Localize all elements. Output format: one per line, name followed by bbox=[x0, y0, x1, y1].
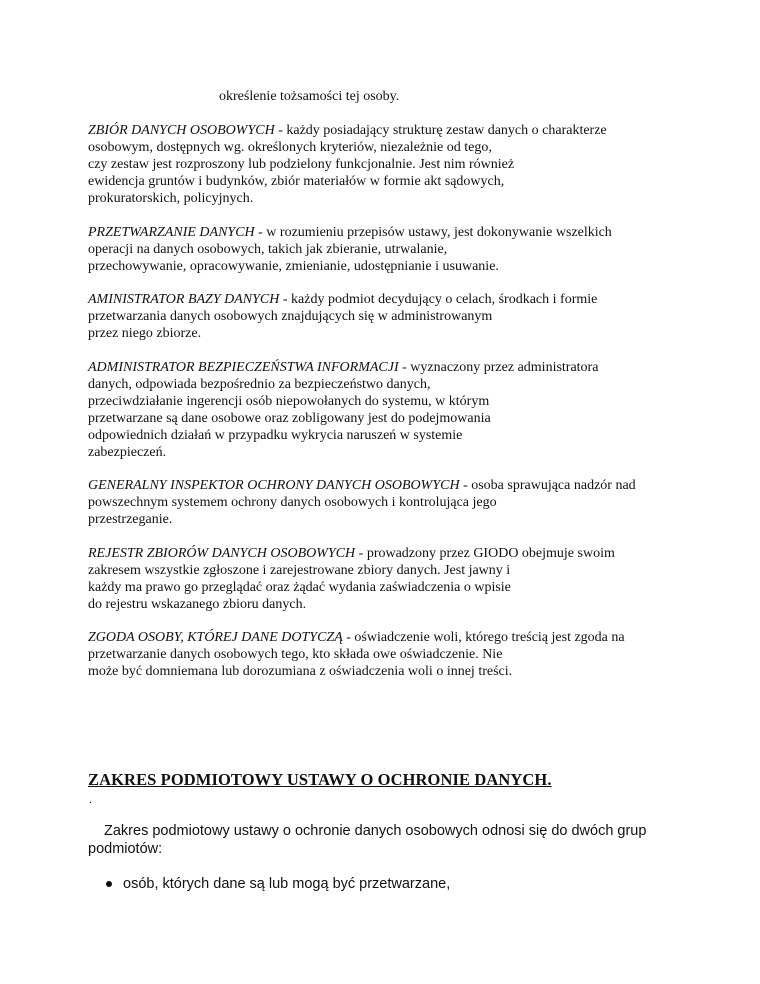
definition-text-line: - oświadczenie woli, którego treścią jest zgoda na bbox=[342, 630, 625, 645]
definitions-list bbox=[88, 122, 678, 697]
intro-line: Zakres podmiotowy ustawy o ochronie danych osobowych odnosi się do dwóch grup bbox=[104, 823, 647, 839]
list-item-text: osób, których dane są lub mogą być przetwarzane, bbox=[123, 876, 451, 892]
definition-text-line: przetwarzane są dane osobowe oraz zobligowany jest do podejmowania bbox=[88, 410, 491, 426]
definition-term: PRZETWARZANIE DANYCH bbox=[88, 224, 255, 240]
definition-zbior-danych bbox=[88, 122, 678, 207]
definition-text-line: zabezpieczeń. bbox=[88, 444, 167, 460]
definition-text-line: - prowadzony przez GIODO obejmuje swoim bbox=[355, 545, 615, 561]
definition-term: GENERALNY INSPEKTOR OCHRONY DANYCH OSOBOWYCH bbox=[88, 478, 460, 493]
section-heading: ZAKRES PODMIOTOWY USTAWY O OCHRONIE DANYCH. bbox=[88, 770, 552, 789]
definition-text-line: - osoba sprawująca nadzór nad bbox=[459, 478, 636, 493]
definition-text-line: prokuratorskich, policyjnych. bbox=[88, 191, 254, 206]
definition-zgoda bbox=[88, 629, 678, 680]
definition-text-line: do rejestru wskazanego zbioru danych. bbox=[88, 596, 307, 612]
definition-term: AMINISTRATOR BAZY DANYCH bbox=[88, 292, 280, 307]
definition-przetwarzanie bbox=[88, 224, 678, 275]
definition-text-line: odpowiednich działań w przypadku wykrycia naruszeń w systemie bbox=[88, 427, 463, 443]
definition-text-line: przechowywanie, opracowywanie, zmienianie, udostępnianie i usuwanie. bbox=[88, 258, 499, 274]
definition-text-line: może być domniemana lub dorozumiana z oświadczenia woli o innej treści. bbox=[88, 664, 513, 679]
definition-text-line: - wyznaczony przez administratora bbox=[398, 359, 599, 375]
definition-text-line: danych, odpowiada bezpośrednio za bezpieczeństwo danych, bbox=[88, 376, 431, 392]
definition-text-line: osobowym, dostępnych wg. określonych kryteriów, niezależnie od tego, bbox=[88, 140, 492, 155]
definition-text-line: - każdy posiadający strukturę zestaw danych o charakterze bbox=[274, 123, 607, 138]
definition-text-line: każdy ma prawo go przeglądać oraz żądać wydania zaświadczenia o wpisie bbox=[88, 579, 511, 595]
continuation-line: określenie tożsamości tej osoby. bbox=[219, 89, 400, 104]
list-item bbox=[106, 875, 450, 893]
definition-text-line: powszechnym systemem ochrony danych osobowych i kontrolująca jego bbox=[88, 495, 497, 510]
definition-text-line: przetwarzanie danych osobowych tego, kto składa owe oświadczenie. Nie bbox=[88, 647, 503, 662]
definition-term: ADMINISTRATOR BEZPIECZEŃSTWA INFORMACJI bbox=[88, 359, 399, 375]
bullet-list bbox=[106, 875, 450, 893]
definition-text-line: przeciwdziałanie ingerencji osób niepowołanych do systemu, w którym bbox=[88, 393, 490, 409]
definition-abi bbox=[88, 359, 678, 461]
definition-text-line: przez niego zbiorze. bbox=[88, 326, 202, 341]
bullet-icon bbox=[106, 881, 112, 887]
intro-paragraph bbox=[88, 822, 688, 858]
definition-giodo bbox=[88, 477, 678, 528]
definition-text-line: operacji na danych osobowych, takich jak zbieranie, utrwalanie, bbox=[88, 241, 448, 257]
definition-rejestr bbox=[88, 545, 678, 613]
definition-text-line: przetwarzania danych osobowych znajdujących się w administrowanym bbox=[88, 309, 493, 324]
intro-line: podmiotów: bbox=[88, 841, 163, 857]
stray-mark: . bbox=[89, 792, 92, 806]
definition-text-line: - w rozumieniu przepisów ustawy, jest dokonywanie wszelkich bbox=[254, 224, 612, 240]
definition-text-line: czy zestaw jest rozproszony lub podzielony funkcjonalnie. Jest nim również bbox=[88, 157, 515, 172]
definition-text-line: zakresem wszystkie zgłoszone i zarejestrowane zbiory danych. Jest jawny i bbox=[88, 562, 511, 578]
definition-text-line: przestrzeganie. bbox=[88, 512, 173, 527]
definition-term: REJESTR ZBIORÓW DANYCH OSOBOWYCH bbox=[88, 545, 356, 561]
definition-text-line: ewidencja gruntów i budynków, zbiór materiałów w formie akt sądowych, bbox=[88, 174, 505, 189]
definition-administrator-bazy bbox=[88, 291, 678, 342]
definition-term: ZBIÓR DANYCH OSOBOWYCH bbox=[88, 123, 275, 138]
definition-term: ZGODA OSOBY, KTÓREJ DANE DOTYCZĄ bbox=[88, 630, 343, 645]
definition-text-line: - każdy podmiot decydujący o celach, środkach i formie bbox=[279, 292, 598, 307]
